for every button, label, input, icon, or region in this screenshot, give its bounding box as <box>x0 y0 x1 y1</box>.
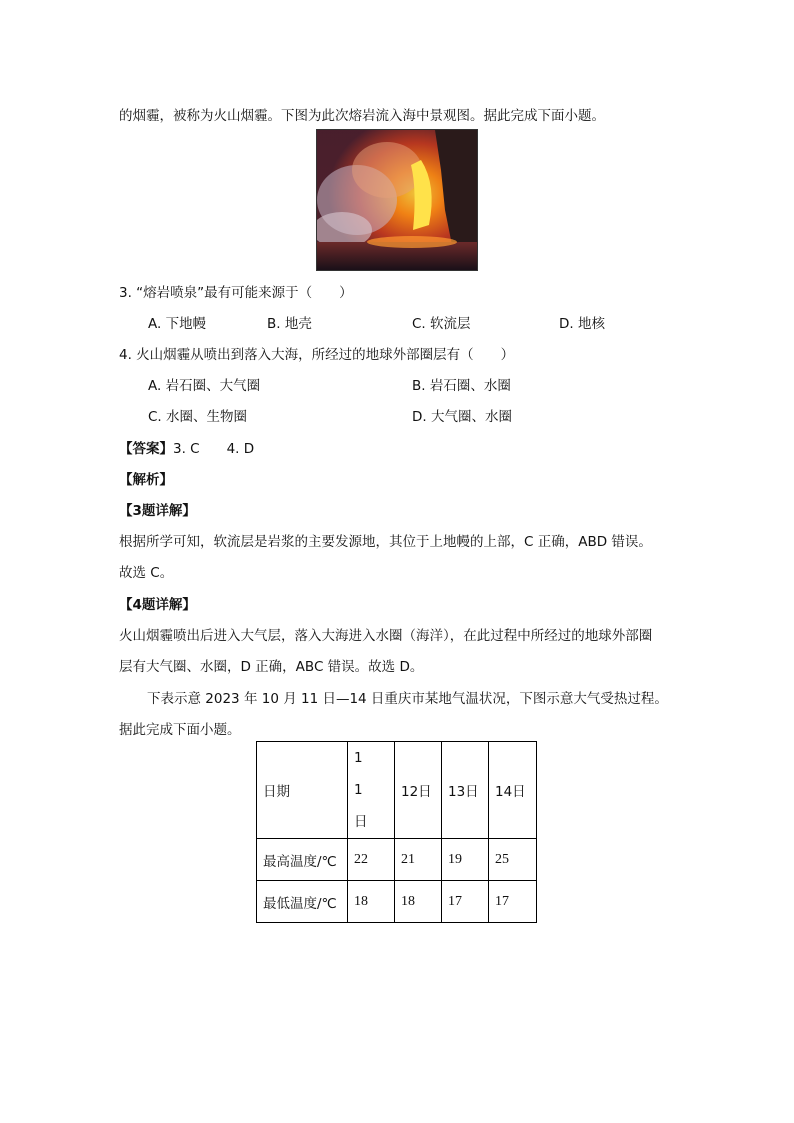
q3-detail-line-2: 故选 C。 <box>119 565 174 581</box>
table-cell: 17 <box>489 881 537 923</box>
q4-option-b: B. 岩石圈、水圈 <box>412 378 511 394</box>
q3-option-a: A. 下地幔 <box>148 316 207 332</box>
table-header-day: 13日 <box>442 742 489 839</box>
table-header-day-1: 11日 <box>354 750 368 830</box>
q4-option-a: A. 岩石圈、大气圈 <box>148 378 261 394</box>
table-row-label: 最高温度/℃ <box>257 839 348 881</box>
q3-option-d: D. 地核 <box>559 316 605 332</box>
q4-option-c: C. 水圈、生物圈 <box>148 409 248 425</box>
q3-stem: 3. “熔岩喷泉”最有可能来源于（ ） <box>119 285 353 301</box>
answer-line <box>119 437 254 457</box>
table-header-date: 日期 <box>257 742 348 839</box>
answer-label: 【答案】 <box>119 441 173 457</box>
next-intro-line-2: 据此完成下面小题。 <box>119 722 241 738</box>
q4-detail-label: 【4题详解】 <box>119 597 196 613</box>
answer-values: 3. C 4. D <box>173 441 255 457</box>
table-cell: 19 <box>442 839 489 881</box>
q4-stem: 4. 火山烟霾从喷出到落入大海，所经过的地球外部圈层有（ ） <box>119 347 515 363</box>
temperature-table <box>256 741 537 923</box>
q3-option-c: C. 软流层 <box>412 316 471 332</box>
table-row <box>257 881 537 923</box>
q3-detail-line-1: 根据所学可知，软流层是岩浆的主要发源地，其位于上地幔的上部，C 正确，ABD 错误。 <box>119 534 652 550</box>
table-row-label: 最低温度/℃ <box>257 881 348 923</box>
table-cell: 22 <box>348 839 395 881</box>
table-cell: 25 <box>489 839 537 881</box>
q4-detail-line-1: 火山烟霾喷出后进入大气层，落入大海进入水圈（海洋），在此过程中所经过的地球外部圈 <box>119 628 653 644</box>
analysis-label: 【解析】 <box>119 472 173 488</box>
table-cell: 21 <box>395 839 442 881</box>
table-cell: 18 <box>395 881 442 923</box>
table-row <box>257 839 537 881</box>
table-header-day: 12日 <box>395 742 442 839</box>
table-header-day <box>348 742 395 839</box>
intro-line: 的烟霾，被称为火山烟霾。下图为此次熔岩流入海中景观图。据此完成下面小题。 <box>119 108 605 124</box>
q4-detail-line-2: 层有大气圈、水圈，D 正确，ABC 错误。故选 D。 <box>119 659 424 675</box>
q3-option-b: B. 地壳 <box>267 316 312 332</box>
table-cell: 18 <box>348 881 395 923</box>
table-header-day: 14日 <box>489 742 537 839</box>
table-cell: 17 <box>442 881 489 923</box>
q3-detail-label: 【3题详解】 <box>119 503 196 519</box>
q4-option-d: D. 大气圈、水圈 <box>412 409 512 425</box>
next-intro-line-1: 下表示意 2023 年 10 月 11 日—14 日重庆市某地气温状况，下图示意大气受热过程。 <box>147 691 668 707</box>
table-header-row <box>257 742 537 839</box>
lava-ocean-photo <box>316 129 478 271</box>
